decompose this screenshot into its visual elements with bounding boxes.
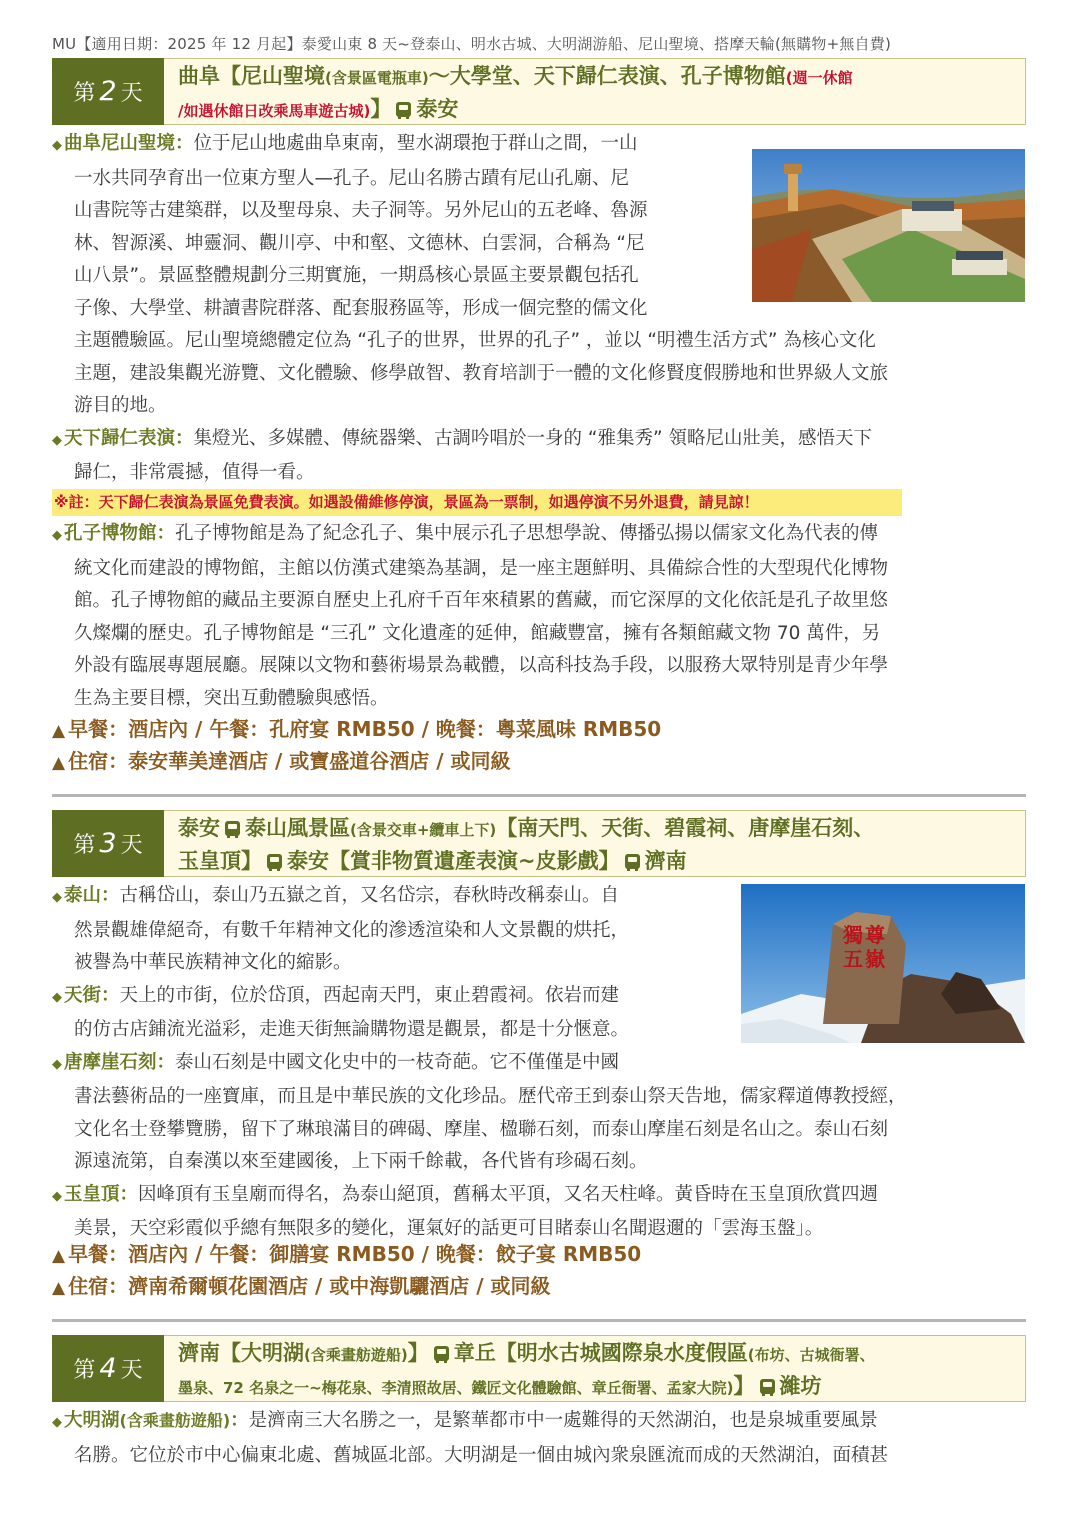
- divider: [52, 794, 1026, 797]
- day2-header: [52, 58, 1026, 125]
- day2-note: ※註：天下歸仁表演為景區免費表演。如遇設備維修停演，景區為一票制，如遇停演不另外退費，請見諒！: [52, 489, 902, 516]
- day3-meals: ▲ 早餐：酒店內 / 午餐：御膳宴 RMB50 / 晚餐：餃子宴 RMB50: [52, 1242, 642, 1266]
- bus-icon: [434, 1346, 449, 1361]
- day4-badge: 第 4 天: [52, 1335, 164, 1402]
- rock-inscription: 五 嶽獨 尊: [843, 923, 885, 971]
- bus-icon: [267, 854, 282, 869]
- day2-museum-section: ◆ 孔子博物館：孔子博物館是為了紀念孔子、集中展示孔子思想學說、傳播弘揚以儒家文化為代表的傳 統文化而建設的博物館，主館以仿漢式建築為基調，是一座主題鮮明、具備綜合性的大型現代化博物 館。孔子博物館的藏品主要源自歷史上孔府千百年來積累的舊藏，而它深厚的文化依託是孔子故里悠 久燦爛的歷史。孔子博物館是 “三孔” 文化遺產的延伸，館藏豐富，擁有各類館藏文物 70 萬件，另 外設有臨展專題展廳。展陳以文物和藝術場景為載體，以高科技為手段，以服務大眾特別是青少年學 生為主要目標，突出互動體驗與感悟。: [52, 523, 889, 709]
- day3-header: [52, 810, 1026, 877]
- day2-nishan-section: ◆ 曲阜尼山聖境：位于尼山地處曲阜東南，聖水湖環抱于群山之間，一山 一水共同孕育出一位東方聖人—孔子。尼山名勝古蹟有尼山孔廟、尼 山書院等古建築群，以及聖母泉、夫子洞等。另外尼山的五老峰、魯源 林、智源溪、坤靈洞、觀川亭、中和壑、文德林、白雲洞，合稱為 “尼 山八景”。景區整體規劃分三期實施，一期爲核心景區主要景觀包括孔 子像、大學堂、耕讀書院群落、配套服務區等，形成一個完整的儒文化 主題體驗區。尼山聖境總體定位為 “孔子的世界，世界的孔子” ，並以 “明禮生活方式” 為核心文化 主題，建設集觀光游覽、文化體驗、修學啟智、教育培訓于一體的文化修賢度假勝地和世界級人文旅 游目的地。 ◆ 天下歸仁表演：集燈光、多媒體、傳統器樂、古調吟唱於一身的 “雅集秀” 領略尼山壯美，感悟天下 歸仁，非常震撼，值得一看。: [52, 133, 889, 483]
- day4-title: 濟南【大明湖(含乘畫舫遊船)】 章丘【明水古城國際泉水度假區(布坊、古城衙署、 墨泉、72 名泉之一~梅花泉、李清照故居、鐵匠文化體驗館、章丘衙署、孟家大院)】 濰坊: [164, 1335, 1026, 1402]
- day4-daminghu-section: ◆ 大明湖(含乘畫舫遊船)：是濟南三大名勝之一，是繁華都市中一處難得的天然湖泊，也是泉城重要風景 名勝。它位於市中心偏東北處、舊城區北部。大明湖是一個由城內衆泉匯流而成的天然湖泊，面積甚: [52, 1410, 889, 1466]
- bus-icon: [760, 1379, 775, 1394]
- bus-icon: [225, 821, 240, 836]
- day2-meals: ▲ 早餐：酒店內 / 午餐：孔府宴 RMB50 / 晚餐：粵菜風味 RMB50: [52, 717, 662, 741]
- day2-hotel: ▲ 住宿：泰安華美達酒店 / 或寶盛道谷酒店 / 或同級: [52, 749, 511, 773]
- day2-badge: 第 2 天: [52, 58, 164, 125]
- day4-header: [52, 1335, 1026, 1402]
- day3-taishan-section: ◆ 泰山：古稱岱山，泰山乃五嶽之首，又名岱宗，春秋時改稱泰山。自 然景觀雄偉絕奇，有數千年精神文化的滲透渲染和人文景觀的烘托， 被譽為中華民族精神文化的縮影。 ◆ 天街：天上的市街，位於岱頂，西起南天門，東止碧霞祠。依岩而建 的仿古店鋪流光溢彩，走進天街無論購物還是觀景，都是十分愜意。 ◆ 唐摩崖石刻：泰山石刻是中國文化史中的一枝奇葩。它不僅僅是中國 書法藝術品的一座寶庫，而且是中華民族的文化珍品。歷代帝王到泰山祭天告地，儒家釋道傳教授經， 文化名士登攀覽勝，留下了琳琅滿目的碑碣、摩崖、楹聯石刻，而泰山摩崖石刻是名山之。泰山石刻 源遠流第，自秦漢以來至建國後，上下兩千餘載，各代皆有珍碣石刻。 ◆ 玉皇頂：因峰頂有玉皇廟而得名，為泰山絕頂，舊稱太平頂，又名天柱峰。黃昏時在玉皇頂欣賞四週 美景，天空彩霞似乎總有無限多的變化，運氣好的話更可目睹泰山名聞遐邇的「雲海玉盤」。: [52, 885, 907, 1239]
- day3-title: 泰安 泰山風景區(含景交車+纜車上下)【南天門、天街、碧霞祠、唐摩崖石刻、 玉皇頂】 泰安【賞非物質遺產表演~皮影戲】 濟南: [164, 810, 1026, 877]
- day3-badge: 第 3 天: [52, 810, 164, 877]
- day3-hotel: ▲ 住宿：濟南希爾頓花園酒店 / 或中海凱驪酒店 / 或同級: [52, 1274, 551, 1298]
- day2-title: 曲阜【尼山聖境(含景區電瓶車)～大學堂、天下歸仁表演、孔子博物館(週一休館 /如遇休館日改乘馬車遊古城)】 泰安: [164, 58, 1026, 125]
- bus-icon: [625, 854, 640, 869]
- itinerary-header: MU【適用日期：2025 年 12 月起】泰愛山東 8 天~登泰山、明水古城、大明湖游船、尼山聖境、搭摩天輪(無購物+無自費): [52, 35, 892, 53]
- bus-icon: [396, 102, 411, 117]
- divider: [52, 1319, 1026, 1322]
